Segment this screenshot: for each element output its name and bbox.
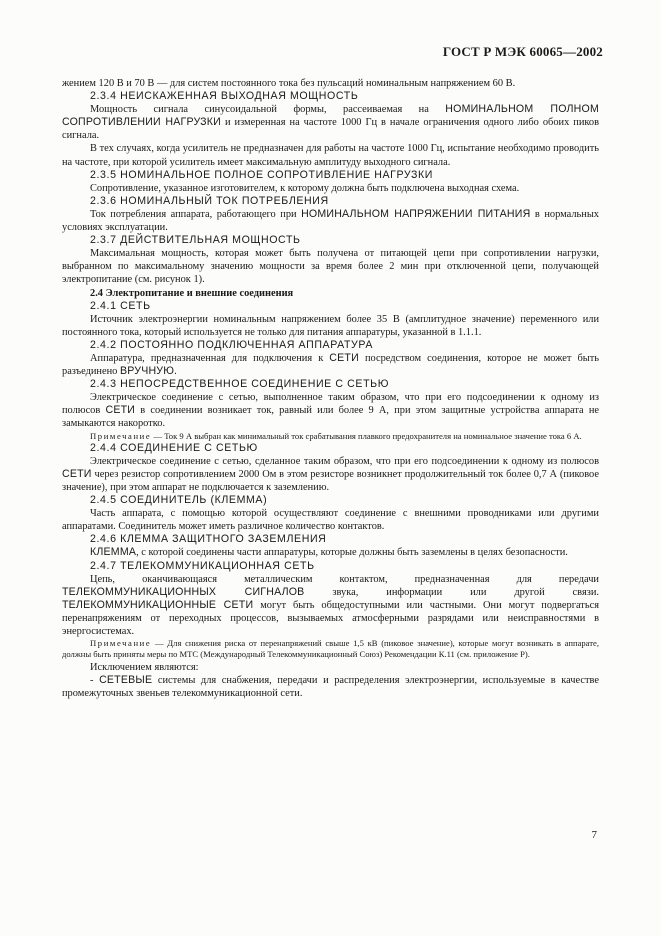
standard-header: ГОСТ Р МЭК 60065—2002 <box>442 44 603 59</box>
term: СЕТИ <box>105 404 136 417</box>
paragraph-continuation: жением 120 В и 70 В — для систем постоянного тока без пульсаций номинальным напряжением 60 В. <box>62 78 516 89</box>
term: СЕТИ <box>329 351 359 364</box>
heading-2-4-7: 2.4.7 ТЕЛЕКОММУНИКАЦИОННАЯ СЕТЬ <box>90 559 315 572</box>
term: НОМИНАЛЬНОМ НАПРЯЖЕНИИ ПИТАНИЯ <box>301 207 531 220</box>
text: в нормальных условиях эксплуатации. <box>62 208 599 234</box>
term: СЕТЕВЫЕ <box>99 673 153 686</box>
paragraph-2-3-6 <box>62 208 599 234</box>
page-number: 7 <box>591 829 597 841</box>
text: - <box>90 674 100 686</box>
text: Электрическое соединение с сетью, сделанное таким образом, что при его подсоединении к одному из полюсов <box>90 455 599 467</box>
text: . <box>174 366 177 378</box>
heading-2-3-6: 2.3.6 НОМИНАЛЬНЫЙ ТОК ПОТРЕБЛЕНИЯ <box>90 194 329 207</box>
heading-2-4-5: 2.4.5 СОЕДИНИТЕЛЬ (КЛЕММА) <box>90 494 268 507</box>
paragraph-2-3-4-a <box>62 103 599 142</box>
text: и измеренная на частоте 1000 Гц в начале ограничения одного либо обоих пиков сигнала. <box>62 117 599 142</box>
heading-2-3-7: 2.3.7 ДЕЙСТВИТЕЛЬНАЯ МОЩНОСТЬ <box>90 234 301 247</box>
document-body <box>62 77 599 700</box>
paragraph-2-3-5: Сопротивление, указанное изготовителем, к которому должна быть подключена выходная схема. <box>90 182 520 194</box>
heading-2-4-6: 2.4.6 КЛЕММА ЗАЩИТНОГО ЗАЗЕМЛЕНИЯ <box>90 533 327 546</box>
paragraph-2-4-2 <box>62 352 599 378</box>
text: могут быть общедоступными или частными. Они могут подвергаться перенапряжениям от переходных процессов, вызываемых атмосферными разрядами или неисправностями в энергосистемах. <box>62 599 599 638</box>
term: ВРУЧНУЮ <box>119 365 175 378</box>
note-text: — Ток 9 А выбран как минимальный ток срабатывания плавкого предохранителя на номинальное значение тока 6 А. <box>151 430 582 441</box>
note-label: Примечание <box>90 430 152 441</box>
term: ТЕЛЕКОММУНИКАЦИОННЫХ СИГНАЛОВ <box>62 585 305 598</box>
text: в соединении возникает ток, равный или более 9 А, при этом защитные устройства аппарата не замыкаются накоротко. <box>62 405 599 430</box>
heading-2-4: 2.4 Электропитание и внешние соединения <box>90 287 294 299</box>
paragraph-2-4-7 <box>62 573 599 638</box>
text: , с которой соединены части аппаратуры, которые должны быть заземлены в целях безопасности. <box>136 547 568 559</box>
text: Мощность сигнала синусоидальной формы, рассеиваемая на <box>90 104 446 116</box>
note-text: — Для снижения риска от перенапряжений свыше 1,5 кВ (пиковое значение), которые могут возникать в аппарате, должны быть приняты меры по МТС (Международный Телекоммуникационный Союз) Рекомендации К.11 (см. приложение Р). <box>62 638 599 660</box>
paragraph-2-4-6 <box>62 546 599 559</box>
heading-2-4-3: 2.4.3 НЕПОСРЕДСТВЕННОЕ СОЕДИНЕНИЕ С СЕТЬЮ <box>90 378 390 391</box>
paragraph-2-3-4-b: В тех случаях, когда усилитель не предназначен для работы на частоте 1000 Гц, испытание необходимо проводить на частоте, при которой усилитель имеет максимальную амплитуду выходного сигнала. <box>62 143 599 168</box>
text: Ток потребления аппарата, работающего при <box>90 208 302 220</box>
paragraph-2-4-5: Часть аппарата, с помощью которой осуществляют соединение с внешними проводниками или другими аппаратами. Соединитель может иметь различное количество контактов. <box>62 508 599 533</box>
heading-2-3-5: 2.3.5 НОМИНАЛЬНОЕ ПОЛНОЕ СОПРОТИВЛЕНИЕ НАГРУЗКИ <box>90 168 434 181</box>
text: через резистор сопротивлением 2000 Ом в этом резисторе возникнет продолжительный ток более 0,7 А (пиковое значение), при этом аппарат не подключается к заземлению. <box>62 468 599 494</box>
paragraph-2-4-4 <box>62 455 599 494</box>
note-1 <box>62 431 599 442</box>
note-2 <box>62 638 599 660</box>
text: посредством соединения, которое не может быть разъединено <box>62 352 599 378</box>
note-label: Примечание <box>90 638 152 649</box>
paragraph-2-4-3 <box>62 391 599 430</box>
text: Электрическое соединение с сетью, выполненное таким образом, что при его подсоединении к одному из полюсов <box>62 392 599 417</box>
text: звука, информации или другой связи. <box>304 586 599 598</box>
heading-2-4-4: 2.4.4 СОЕДИНЕНИЕ С СЕТЬЮ <box>90 441 258 454</box>
paragraph-exception-item <box>62 674 599 700</box>
heading-2-3-4: 2.3.4 НЕИСКАЖЕННАЯ ВЫХОДНАЯ МОЩНОСТЬ <box>90 90 359 103</box>
heading-2-4-2: 2.4.2 ПОСТОЯННО ПОДКЛЮЧЕННАЯ АППАРАТУРА <box>90 338 374 351</box>
heading-2-4-1: 2.4.1 СЕТЬ <box>90 299 151 312</box>
text: системы для снабжения, передачи и распределения электроэнергии, используемые в качестве промежуточных звеньев телекоммуникационной сети. <box>62 674 599 699</box>
term: КЛЕММА <box>90 546 137 559</box>
text: Цепь, оканчивающаяся металлическим контактом, предназначенная для передачи <box>90 573 599 585</box>
term: НОМИНАЛЬНОМ ПОЛНОМ СОПРОТИВЛЕНИИ НАГРУЗКИ <box>62 103 599 129</box>
text: Аппаратура, предназначенная для подключения к <box>90 352 330 364</box>
paragraph-2-4-1: Источник электроэнергии номинальным напряжением более 35 В (амплитудное значение) переменного или постоянного тока, который используется не только для питания аппаратуры, указанной в 1.1.1. <box>62 313 599 338</box>
term: СЕТИ <box>62 467 92 480</box>
paragraph-exceptions: Исключением являются: <box>90 661 199 673</box>
paragraph-2-3-7: Максимальная мощность, которая может быть получена от питающей цепи при сопротивлении нагрузки, выбранном по максимальному значению мощности за время более 2 мин при отключенной цепи, получающей электропитание (см. рисунок 1). <box>62 248 599 286</box>
term: ТЕЛЕКОММУНИКАЦИОННЫЕ СЕТИ <box>62 598 254 611</box>
